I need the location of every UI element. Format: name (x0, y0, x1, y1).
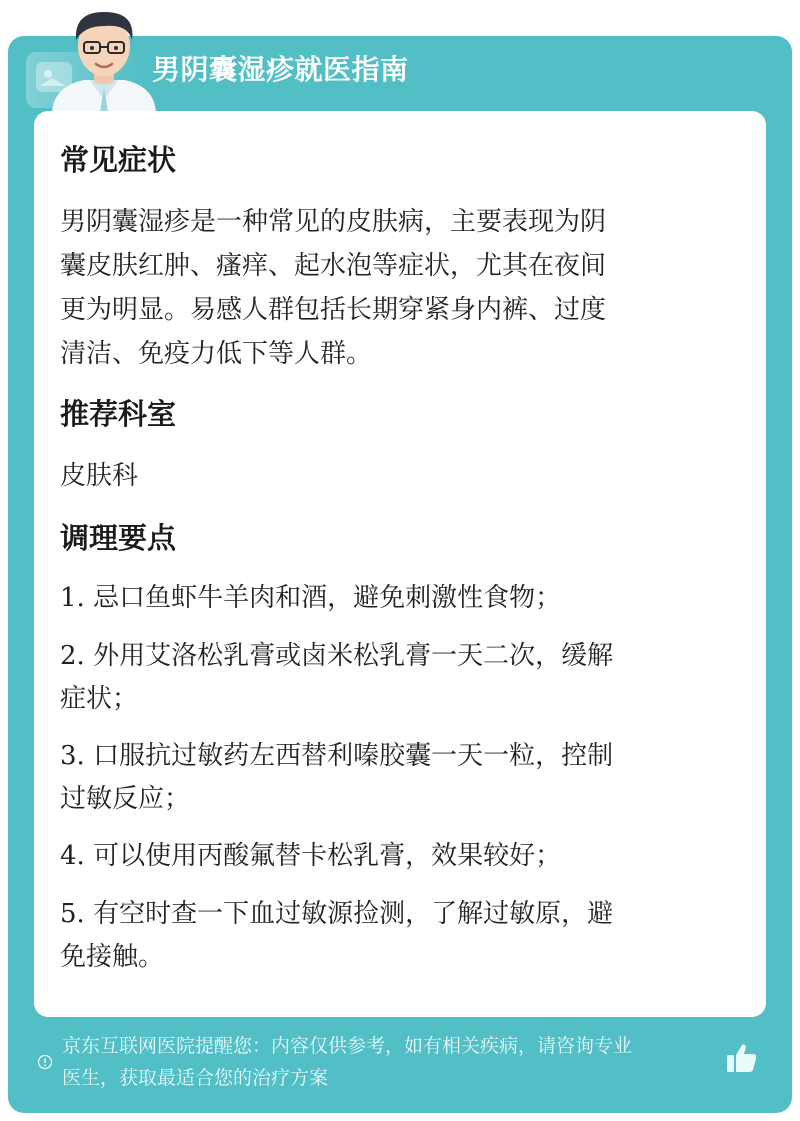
care-item-text: 免接触。 (60, 942, 165, 972)
symptoms-line: 囊皮肤红肿、瘙痒、起水泡等症状，尤其在夜间 (60, 251, 607, 281)
symptoms-line: 更为明显。易感人群包括长期穿紧身内裤、过度 (60, 295, 607, 325)
care-item-text: 忌口鱼虾牛羊肉和酒，避免刺激性食物； (93, 583, 562, 613)
care-item-number: 4. (60, 841, 85, 871)
care-item-3 (60, 735, 730, 821)
care-item-number: 3. (60, 741, 85, 771)
symptoms-line: 清洁、免疫力低下等人群。 (60, 339, 373, 369)
care-item-5 (60, 893, 730, 979)
department-value: 皮肤科 (60, 461, 139, 491)
symptoms-description (60, 200, 730, 376)
care-item-number: 1. (60, 583, 85, 613)
care-item-number: 5. (60, 899, 85, 929)
care-item-4 (60, 835, 730, 878)
care-item-text: 有空时查一下血过敏源捡测，了解过敏原，避 (93, 899, 614, 929)
disclaimer (62, 1030, 728, 1094)
section-title-symptoms: 常见症状 (60, 143, 177, 177)
disclaimer-line: 医生，获取最适合您的治疗方案 (62, 1067, 329, 1089)
care-item-2 (60, 635, 730, 721)
care-item-number: 2. (60, 641, 85, 671)
info-icon (37, 1054, 53, 1070)
thumbs-up-icon[interactable] (724, 1040, 760, 1076)
care-item-text: 症状； (60, 684, 139, 714)
section-title-care: 调理要点 (60, 521, 177, 555)
care-item-text: 可以使用丙酸氟替卡松乳膏，效果较好； (93, 841, 562, 871)
symptoms-line: 男阴囊湿疹是一种常见的皮肤病，主要表现为阴 (60, 207, 607, 237)
care-item-text: 口服抗过敏药左西替利嗪胶囊一天一粒，控制 (93, 741, 614, 771)
care-item-text: 过敏反应； (60, 784, 191, 814)
disclaimer-line: 京东互联网医院提醒您：内容仅供参考，如有相关疾病，请咨询专业 (62, 1035, 633, 1057)
section-title-department: 推荐科室 (60, 397, 177, 431)
care-item-text: 外用艾洛松乳膏或卤米松乳膏一天二次，缓解 (93, 641, 614, 671)
page-title: 男阴囊湿疹就医指南 (152, 53, 409, 86)
care-item-1 (60, 577, 730, 620)
doctor-avatar (44, 0, 164, 112)
